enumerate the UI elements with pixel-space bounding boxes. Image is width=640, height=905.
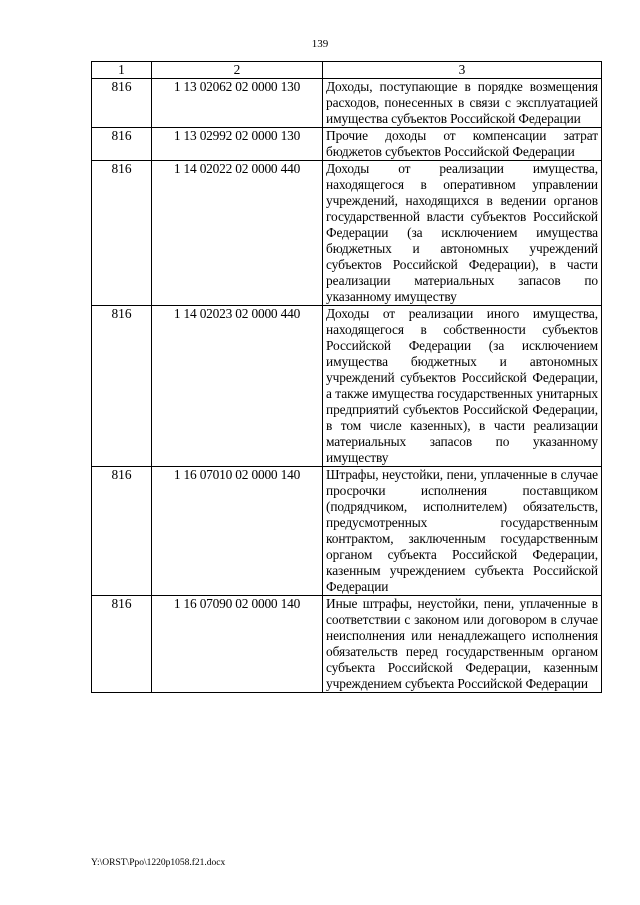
table-header-row bbox=[92, 62, 602, 79]
budget-revenue-table bbox=[91, 61, 602, 693]
admin-code-cell: 816 bbox=[92, 306, 152, 467]
revenue-description-cell: Доходы от реализации имущества, находящегося в оперативном управлении учреждений, находящихся в ведении органов государственной власти субъектов Российской Федерации (за исключением имущества бюджетных и автономных учреждений субъектов Российской Федерации), в части реализации материальных запасов по указанному имуществу bbox=[323, 161, 602, 306]
admin-code-cell: 816 bbox=[92, 596, 152, 693]
column-header-2: 2 bbox=[152, 62, 323, 79]
revenue-description-cell: Прочие доходы от компенсации затрат бюджетов субъектов Российской Федерации bbox=[323, 128, 602, 161]
table-row bbox=[92, 128, 602, 161]
admin-code-cell: 816 bbox=[92, 128, 152, 161]
table-row bbox=[92, 467, 602, 596]
admin-code-cell: 816 bbox=[92, 161, 152, 306]
document-file-path: Y:\ORST\Ppo\1220p1058.f21.docx bbox=[91, 858, 226, 868]
column-header-1: 1 bbox=[92, 62, 152, 79]
column-header-3: 3 bbox=[323, 62, 602, 79]
revenue-description-cell: Штрафы, неустойки, пени, уплаченные в случае просрочки исполнения поставщиком (подрядчиком, исполнителем) обязательств, предусмотренных государственным контрактом, заключенным государственным органом субъекта Российской Федерации, казенным учреждением субъекта Российской Федерации bbox=[323, 467, 602, 596]
page-number: 139 bbox=[311, 38, 329, 50]
table-row bbox=[92, 161, 602, 306]
revenue-code-cell: 1 14 02023 02 0000 440 bbox=[152, 306, 323, 467]
revenue-code-cell: 1 16 07090 02 0000 140 bbox=[152, 596, 323, 693]
table-row bbox=[92, 79, 602, 128]
revenue-code-cell: 1 13 02062 02 0000 130 bbox=[152, 79, 323, 128]
revenue-code-cell: 1 14 02022 02 0000 440 bbox=[152, 161, 323, 306]
revenue-code-cell: 1 13 02992 02 0000 130 bbox=[152, 128, 323, 161]
revenue-description-cell: Доходы, поступающие в порядке возмещения расходов, понесенных в связи с эксплуатацией имущества субъектов Российской Федерации bbox=[323, 79, 602, 128]
revenue-description-cell: Доходы от реализации иного имущества, находящегося в собственности субъектов Российской Федерации (за исключением имущества бюджетных и автономных учреждений субъектов Российской Федерации, а также имущества государственных унитарных предприятий субъектов Российской Федерации, в том числе казенных), в части реализации материальных запасов по указанному имуществу bbox=[323, 306, 602, 467]
table-row bbox=[92, 306, 602, 467]
admin-code-cell: 816 bbox=[92, 79, 152, 128]
admin-code-cell: 816 bbox=[92, 467, 152, 596]
revenue-code-cell: 1 16 07010 02 0000 140 bbox=[152, 467, 323, 596]
revenue-description-cell: Иные штрафы, неустойки, пени, уплаченные в соответствии с законом или договором в случае неисполнения или ненадлежащего исполнения обязательств перед государственным органом субъекта Российской Федерации, казенным учреждением субъекта Российской Федерации bbox=[323, 596, 602, 693]
table-row bbox=[92, 596, 602, 693]
